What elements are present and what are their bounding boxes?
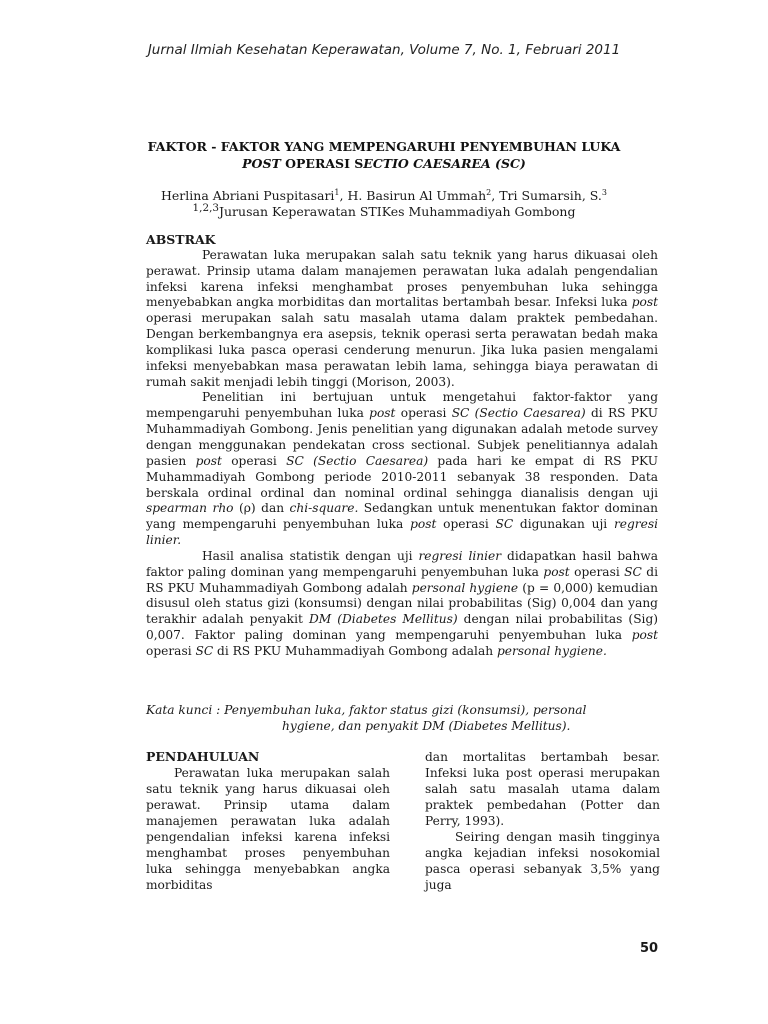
abstract-paragraph-3 [146, 549, 658, 660]
abstract-p2-m: Sedangkan untuk menentukan faktor dominan yang mempengaruhi penyembuhan luka [146, 501, 659, 532]
abstract-p2-l: chi-square. [289, 501, 359, 516]
abstract-p2-o: operasi [436, 517, 496, 532]
abstract-p3-l: post [631, 628, 658, 643]
abstract-p2-a: Penelitian ini bertujuan untuk mengetahui faktor-faktor yang mempengaruhi penyembuhan luka [146, 390, 658, 421]
abstract-p2-p: SC [495, 517, 514, 532]
keywords-text-1: Penyembuhan luka, faktor status gizi (konsumsi), personal [224, 703, 587, 717]
intro-left-column [146, 749, 390, 893]
title-mid: OPERASI S [280, 156, 364, 171]
abstract-p3-m: operasi [146, 643, 196, 658]
abstract-p3-j: DM (Diabetes Mellitus) [308, 612, 458, 627]
abstract-p3-g: di RS PKU Muhammadiyah Gombong adalah [146, 564, 658, 595]
abstract-p2-f: post [195, 453, 222, 468]
author-3: , Tri Sumarsih, S. [491, 188, 602, 204]
abstract-p3-k: dengan nilai probabilitas (Sig) 0,007. Faktor paling dominan yang mempengaruhi penyembuhan luka [146, 612, 658, 643]
author-1: Herlina Abriani Puspitasari [161, 188, 335, 204]
abstract-p1-text-2: operasi merupakan salah satu masalah utama dalam praktek pembedahan. Dengan berkembangnya era asepsis, teknik operasi serta perawatan bedah maka komplikasi luka pasca operasi cenderung menurun. Jika luka pasien mengalami infeksi menyebabkan masa perawatan lebih lama, sehingga biaya perawatan di rumah sakit menjadi lebih tinggi (Morison, 2003). [146, 311, 658, 389]
intro-right-paragraph-1: dan mortalitas bertambah besar. Infeksi luka post operasi merupakan salah satu masalah utama dalam praktek pembedahan (Potter dan Perry, 1993). [425, 750, 660, 828]
intro-right-column [425, 749, 660, 893]
abstract-p3-n: SC [195, 643, 214, 658]
intro-right-paragraph-2: Seiring dengan masih tingginya angka kejadian infeksi nosokomial pasca operasi sebanyak 3,5% yang juga [425, 830, 660, 892]
title-line-2 [120, 155, 648, 172]
abstract-p2-h: SC (Sectio Caesarea) [286, 453, 429, 468]
intro-left-paragraph: Perawatan luka merupakan salah satu teknik yang harus dikuasai oleh perawat. Prinsip utama dalam manajemen perawatan luka adalah pengendalian infeksi karena infeksi menghambat proses penyembuhan luka sehingga menyebabkan angka morbiditas [146, 766, 390, 892]
abstract-p3-d: post [543, 564, 570, 579]
title-post: POST [242, 156, 281, 171]
abstract-p3-c: didapatkan hasil bahwa faktor paling dominan yang mempengaruhi penyembuhan luka [146, 548, 658, 579]
keywords-label: Kata kunci : [146, 703, 225, 717]
abstract-p3-o: di RS PKU Muhammadiyah Gombong adalah [213, 643, 497, 658]
page-number: 50 [640, 941, 659, 956]
title-line-1: FAKTOR - FAKTOR YANG MEMPENGARUHI PENYEMBUHAN LUKA [147, 139, 621, 154]
abstract-p2-k: (ρ) dan [233, 501, 290, 516]
abstract-p2-g: operasi [221, 453, 287, 468]
intro-heading: PENDAHULUAN [146, 749, 260, 764]
keywords-line-2: hygiene, dan penyakit DM (Diabetes Mellitus). [282, 719, 571, 733]
keywords-line-1 [146, 702, 660, 718]
affiliation [120, 202, 648, 219]
abstract-p2-q: digunakan uji [513, 517, 614, 532]
abstract-p1-text: Perawatan luka merupakan salah satu teknik yang harus dikuasai oleh perawat. Prinsip utama dalam manajemen perawatan luka adalah pengendalian infeksi karena infeksi menghambat proses penyembuhan luka sehingga menyebabkan angka morbiditas dan mortalitas bertambah besar. Infeksi luka [146, 247, 658, 310]
abstract-p3-e: operasi [569, 564, 625, 579]
abstract-p2-j: spearman rho [146, 501, 234, 516]
abstract-p2-i: pada hari ke empat di RS PKU Muhammadiyah Gombong periode 2010-2011 sebanyak 38 responden. Data berskala ordinal ordinal dan nominal ordinal sehingga dianalisis dengan uji [146, 453, 658, 500]
abstract-p3-a: Hasil analisa statistik dengan uji [202, 548, 419, 563]
abstract-p2-n: post [410, 517, 437, 532]
abstract-paragraph-2 [146, 390, 658, 548]
journal-header: Jurnal Ilmiah Kesehatan Keperawatan, Volume 7, No. 1, Februari 2011 [147, 42, 621, 58]
affiliation-sup: 1,2,3 [192, 202, 219, 214]
abstract-p1-italic: post [631, 295, 658, 310]
author-2: , H. Basirun Al Ummah [339, 188, 487, 204]
abstract-p3-h: personal hygiene [411, 580, 519, 595]
author-1-sup: 1 [334, 188, 340, 197]
keywords [146, 702, 660, 734]
abstract-p2-b: post [369, 406, 396, 421]
author-3-sup: 3 [601, 188, 607, 197]
title-tail: ECTIO CAESAREA (SC) [363, 156, 526, 171]
abstract-p2-r: regresi linier. [146, 517, 658, 548]
abstract-p2-c: operasi [395, 406, 452, 421]
abstract-p3-i: (p = 0,000) kemudian disusul oleh status gizi (konsumsi) dengan nilai probabilitas (Sig) 0,004 dan yang terakhir adalah penyakit [146, 580, 658, 627]
abstract-p3-p: personal hygiene. [496, 643, 607, 658]
abstract-p3-f: SC [624, 564, 642, 579]
paper-title [120, 138, 648, 172]
abstract-heading: ABSTRAK [146, 232, 216, 247]
affiliation-text: Jurusan Keperawatan STIKes Muhammadiyah Gombong [219, 204, 576, 220]
author-2-sup: 2 [486, 188, 492, 197]
abstract-section [146, 232, 658, 660]
abstract-p3-b: regresi linier [418, 548, 502, 563]
abstract-p2-e: di RS PKU Muhammadiyah Gombong. Jenis penelitian yang digunakan adalah metode survey dengan menggunakan pendekatan cross sectional. Subjek penelitiannya adalah pasien [146, 406, 658, 468]
abstract-paragraph-1 [146, 248, 658, 391]
abstract-p2-d: SC (Sectio Caesarea) [451, 406, 586, 421]
